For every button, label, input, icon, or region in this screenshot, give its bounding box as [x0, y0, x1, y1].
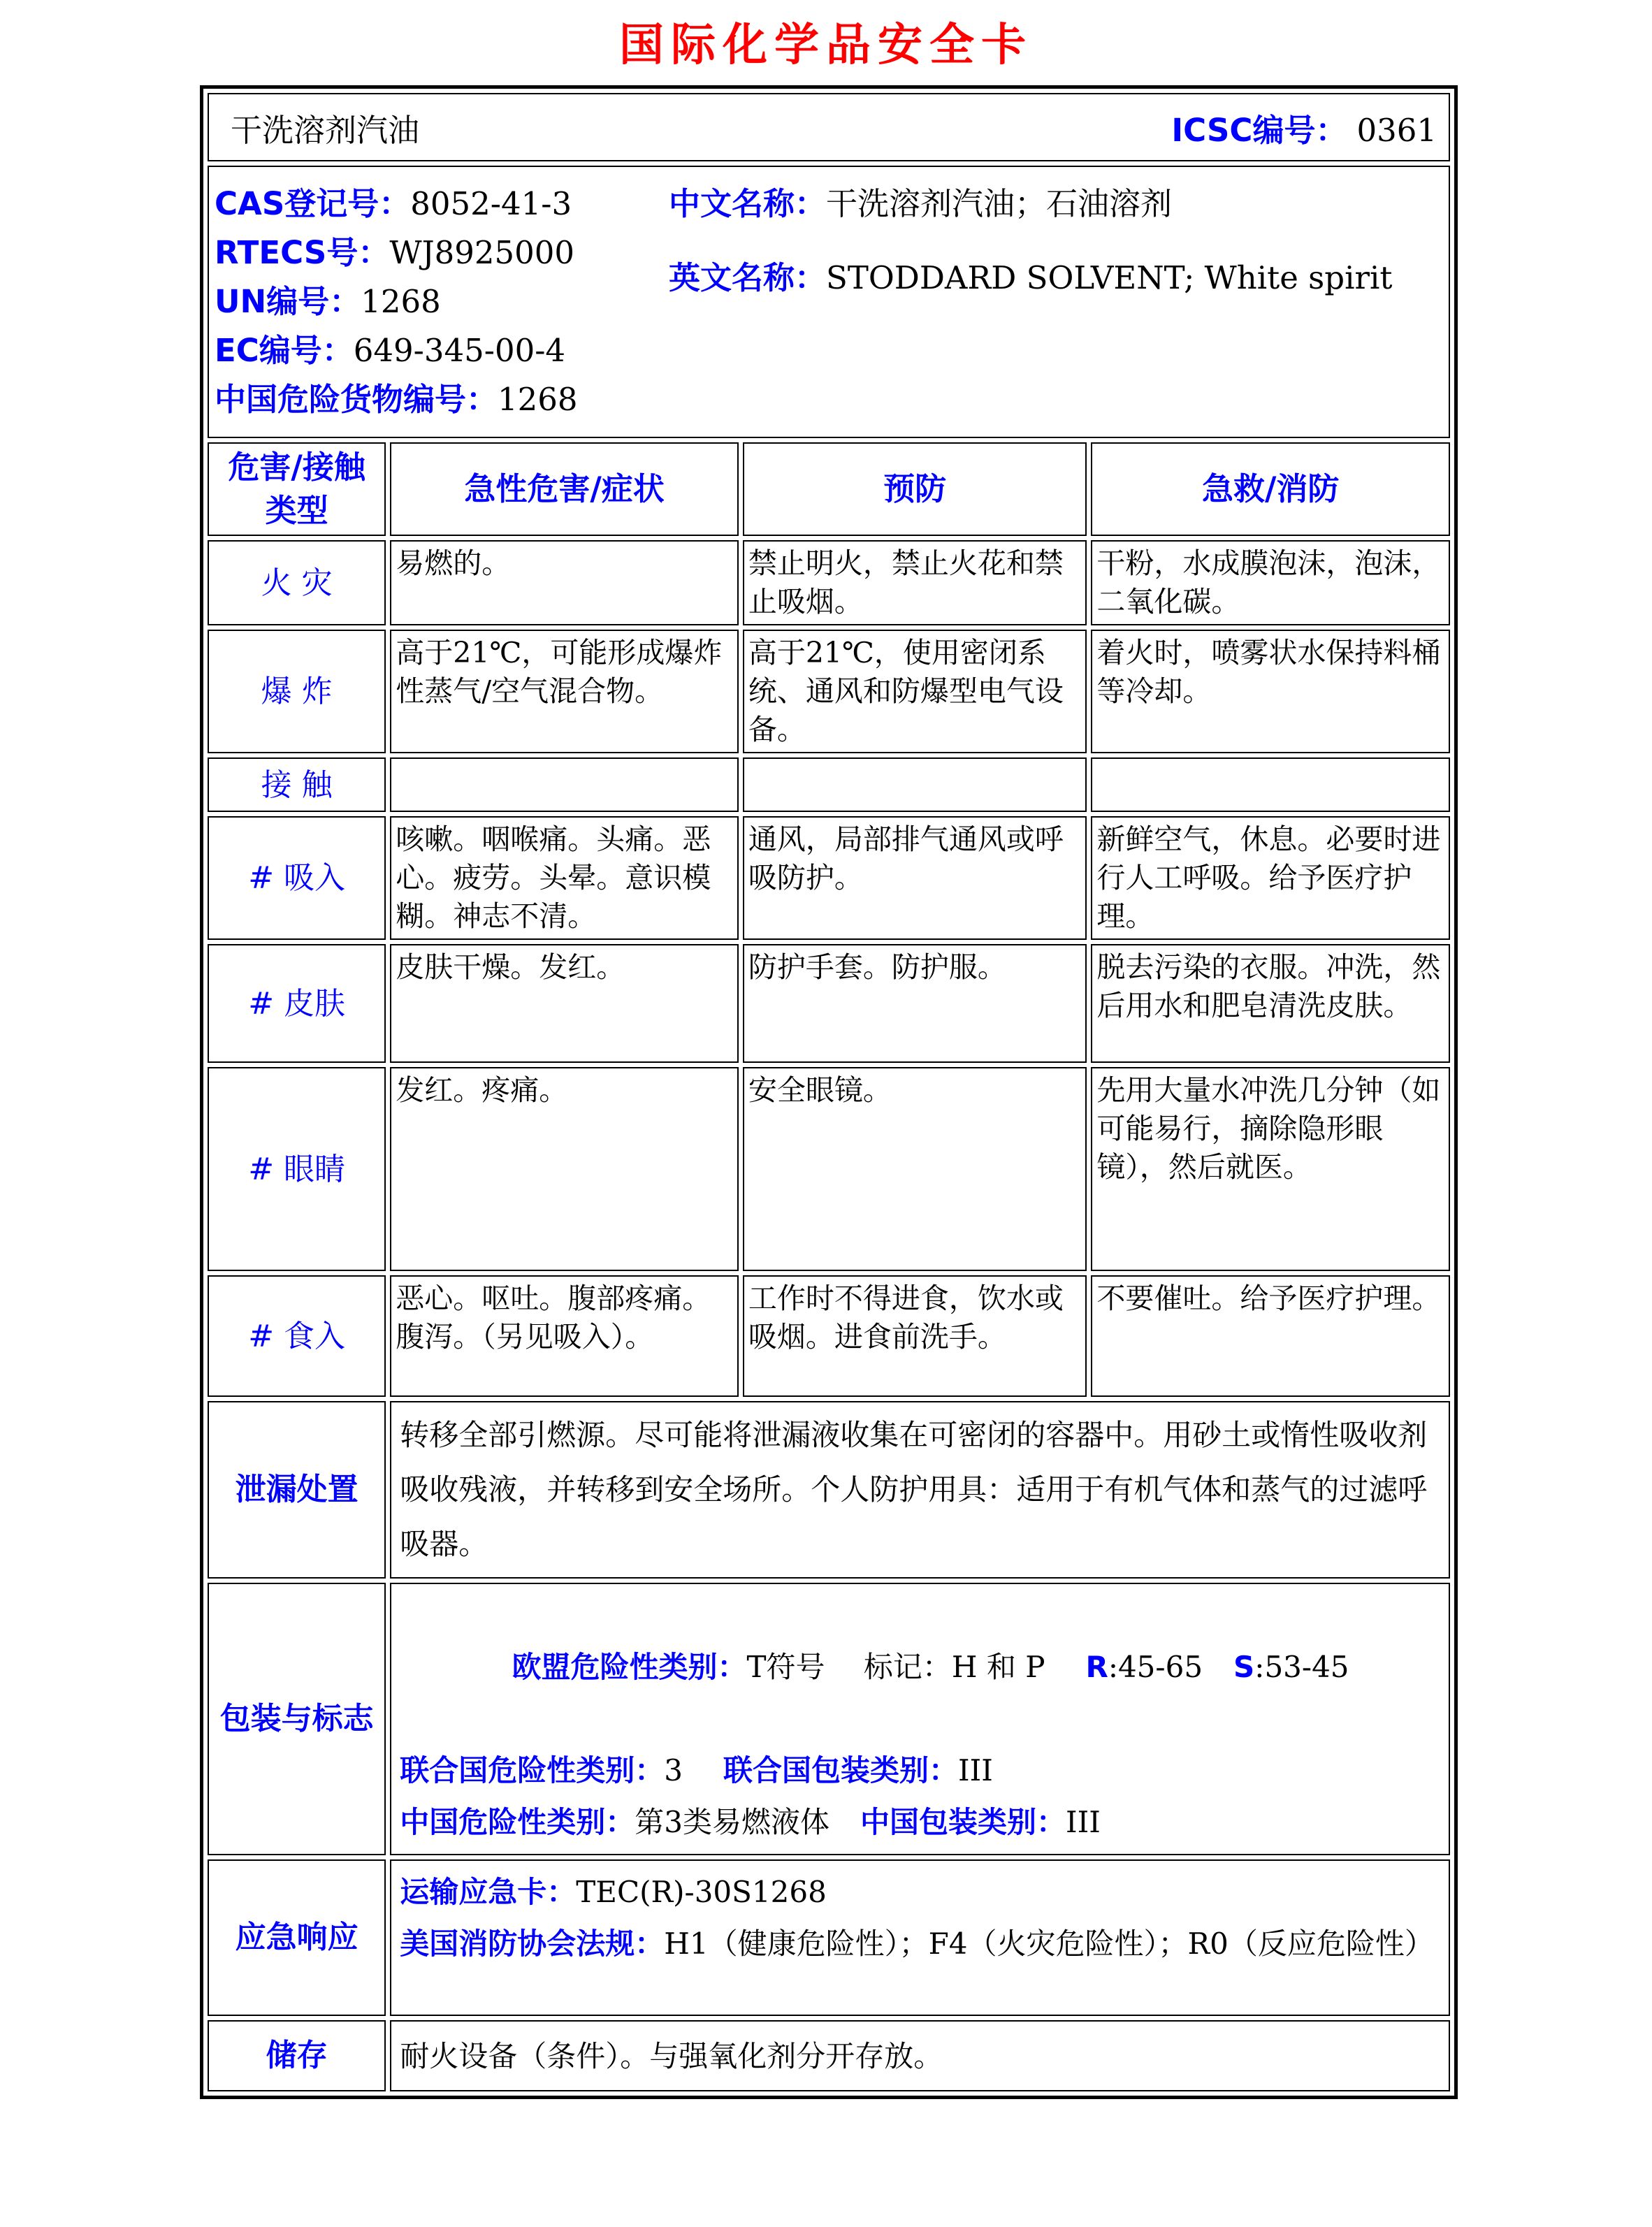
inhalation-firstaid: 新鲜空气，休息。必要时进行人工呼吸。给予医疗护理。 [1091, 816, 1450, 940]
china-dg-value: 1268 [498, 381, 578, 418]
un-hazard-class-value: 3 [664, 1753, 683, 1787]
hazard-header-prevention: 预防 [743, 442, 1087, 536]
icsc-number-group [1171, 105, 1437, 150]
r-phrases-value: :45-65 [1108, 1650, 1203, 1684]
un-label: UN编号： [215, 283, 361, 320]
english-name-value: STODDARD SOLVENT; White spirit [826, 259, 1393, 296]
un-value: 1268 [361, 283, 441, 320]
hazard-row-inhalation [208, 816, 1450, 940]
explosion-firstaid: 着火时，喷雾状水保持料桶等冷却。 [1091, 630, 1450, 753]
packaging-labelling-content [390, 1583, 1450, 1855]
skin-label: # 皮肤 [208, 944, 386, 1063]
page-title: 国际化学品安全卡 [619, 19, 1033, 71]
explosion-symptoms: 高于21℃，可能形成爆炸性蒸气/空气混合物。 [390, 630, 739, 753]
china-packing-group-value: III [1066, 1805, 1101, 1839]
china-dg-number-line [215, 375, 669, 424]
substance-name: 干洗溶剂汽油 [231, 111, 420, 149]
chinese-name-value: 干洗溶剂汽油；石油溶剂 [826, 185, 1173, 222]
cas-label: CAS登记号： [215, 185, 411, 222]
s-phrases-value: :53-45 [1254, 1650, 1349, 1684]
rtecs-number-line [215, 228, 669, 277]
contact-symptoms [390, 757, 739, 812]
un-number-line [215, 277, 669, 326]
storage-row [208, 2020, 1450, 2091]
hazard-header-symptoms: 急性危害/症状 [390, 442, 739, 536]
ec-number-line [215, 326, 669, 375]
emergency-response-content [390, 1859, 1450, 2016]
explosion-prevention: 高于21℃，使用密闭系统、通风和防爆型电气设备。 [743, 630, 1087, 753]
english-name-line [669, 254, 1443, 303]
hazard-row-eyes [208, 1067, 1450, 1271]
icsc-number-value: 0361 [1356, 111, 1437, 149]
chinese-name-label: 中文名称： [669, 185, 827, 222]
contact-label: 接 触 [208, 757, 386, 812]
emergency-response-row [208, 1859, 1450, 2016]
cas-number-line [215, 180, 669, 228]
packaging-labelling-label: 包装与标志 [208, 1583, 386, 1855]
rtecs-label: RTECS号： [215, 234, 390, 271]
identification-names [669, 180, 1443, 424]
skin-firstaid: 脱去污染的衣服。冲洗，然后用水和肥皂清洗皮肤。 [1091, 944, 1450, 1063]
hazard-row-contact [208, 757, 1450, 812]
skin-symptoms: 皮肤干燥。发红。 [390, 944, 739, 1063]
spill-disposal-label: 泄漏处置 [208, 1401, 386, 1579]
un-packing-group-label: 联合国包装类别： [723, 1753, 959, 1787]
icsc-number-label: ICSC编号： [1171, 111, 1347, 149]
eyes-symptoms: 发红。疼痛。 [390, 1067, 739, 1271]
cas-value: 8052-41-3 [410, 185, 572, 222]
eu-hazard-class-label: 欧盟危险性类别： [512, 1650, 747, 1684]
hazard-header-type-line1: 危害/接触 [228, 449, 365, 486]
english-name-label: 英文名称： [669, 259, 827, 296]
identification-numbers [215, 180, 669, 424]
china-hazard-class-value: 第3类易燃液体 [635, 1805, 830, 1839]
ingestion-label: # 食入 [208, 1275, 386, 1397]
china-hazard-class-label: 中国危险性类别： [400, 1805, 635, 1839]
transport-emergency-card-line [400, 1866, 1440, 1918]
ingestion-firstaid: 不要催吐。给予医疗护理。 [1091, 1275, 1450, 1397]
hazard-header-type [208, 442, 386, 536]
storage-text: 耐火设备（条件）。与强氧化剂分开存放。 [390, 2020, 1450, 2091]
fire-firstaid: 干粉，水成膜泡沫，泡沫，二氧化碳。 [1091, 540, 1450, 625]
inhalation-prevention: 通风，局部排气通风或呼吸防护。 [743, 816, 1087, 940]
ingestion-prevention: 工作时不得进食，饮水或吸烟。进食前洗手。 [743, 1275, 1087, 1397]
ec-value: 649-345-00-4 [353, 332, 566, 369]
hazard-row-skin [208, 944, 1450, 1063]
contact-prevention [743, 757, 1087, 812]
hazard-row-ingestion [208, 1275, 1450, 1397]
substance-title-row [208, 93, 1450, 161]
packaging-labelling-row [208, 1583, 1450, 1855]
hazard-header-firstaid: 急救/消防 [1091, 442, 1450, 536]
ec-label: EC编号： [215, 332, 354, 369]
storage-label: 储存 [208, 2020, 386, 2091]
hazard-row-fire [208, 540, 1450, 625]
substance-title-cell [208, 93, 1450, 161]
china-packing-group-label: 中国包装类别： [860, 1805, 1066, 1839]
transport-emergency-card-value: TEC(R)-30S1268 [576, 1875, 827, 1909]
r-phrases-label: R [1085, 1650, 1108, 1684]
eyes-firstaid: 先用大量水冲洗几分钟（如可能易行，摘除隐形眼镜），然后就医。 [1091, 1067, 1450, 1271]
eyes-label: # 眼睛 [208, 1067, 386, 1271]
inhalation-label: # 吸入 [208, 816, 386, 940]
spill-disposal-row [208, 1401, 1450, 1579]
nfpa-code-value: H1（健康危险性）；F4（火灾危险性）；R0（反应危险性） [664, 1927, 1434, 1961]
hazard-header-type-line2: 类型 [265, 492, 328, 529]
un-packing-group-value: III [958, 1753, 993, 1787]
explosion-label: 爆 炸 [208, 630, 386, 753]
nfpa-code-line [400, 1918, 1440, 1970]
china-dg-label: 中国危险货物编号： [215, 381, 498, 418]
fire-label: 火 灾 [208, 540, 386, 625]
rtecs-value: WJ8925000 [389, 234, 575, 271]
fire-symptoms: 易燃的。 [390, 540, 739, 625]
hazard-row-explosion [208, 630, 1450, 753]
eu-hazard-class-value: T符号 标记：H 和 P [746, 1650, 1045, 1684]
emergency-response-label: 应急响应 [208, 1859, 386, 2016]
china-class-line [400, 1797, 1440, 1848]
fire-prevention: 禁止明火，禁止火花和禁止吸烟。 [743, 540, 1087, 625]
eu-hazard-class-line [400, 1590, 1440, 1745]
hazard-header-row [208, 442, 1450, 536]
skin-prevention: 防护手套。防护服。 [743, 944, 1087, 1063]
identification-cell [208, 166, 1450, 438]
eyes-prevention: 安全眼镜。 [743, 1067, 1087, 1271]
icsc-card-table [200, 85, 1458, 2099]
transport-emergency-card-label: 运输应急卡： [400, 1875, 577, 1909]
un-class-line [400, 1745, 1440, 1797]
inhalation-symptoms: 咳嗽。咽喉痛。头痛。恶心。疲劳。头晕。意识模糊。神志不清。 [390, 816, 739, 940]
contact-firstaid [1091, 757, 1450, 812]
spill-disposal-text: 转移全部引燃源。尽可能将泄漏液收集在可密闭的容器中。用砂土或惰性吸收剂吸收残液，并转移到安全场所。个人防护用具：适用于有机气体和蒸气的过滤呼吸器。 [390, 1401, 1450, 1579]
s-phrases-label: S [1233, 1650, 1255, 1684]
chinese-name-line [669, 180, 1443, 228]
ingestion-symptoms: 恶心。呕吐。腹部疼痛。腹泻。（另见吸入）。 [390, 1275, 739, 1397]
nfpa-code-label: 美国消防协会法规： [400, 1927, 665, 1961]
identification-row [208, 166, 1450, 438]
un-hazard-class-label: 联合国危险性类别： [400, 1753, 665, 1787]
